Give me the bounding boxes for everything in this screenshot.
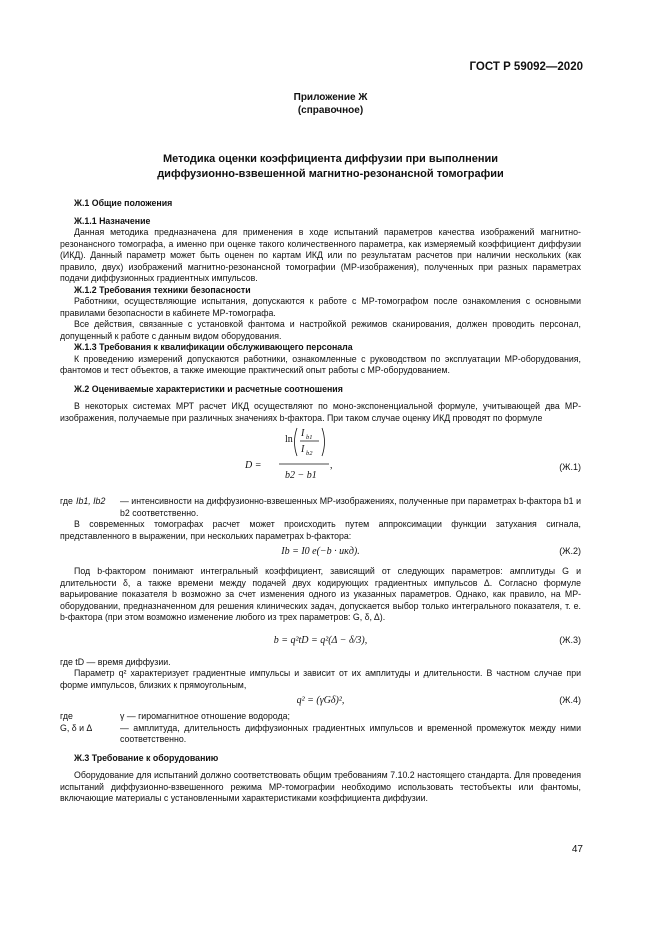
formula-1-ib2-sub: b2	[306, 450, 313, 457]
formula-1-ib1: I	[301, 428, 305, 439]
formula-1-ib2: I	[301, 444, 305, 455]
document-title	[0, 152, 661, 182]
document-title-line-2: диффузионно-взвешенной магнитно-резонансной томографии	[157, 168, 504, 180]
formula-3-number: (Ж.3)	[559, 634, 581, 645]
appendix-heading	[0, 91, 661, 117]
formula-4-legend-2	[60, 723, 581, 746]
page-number: 47	[571, 844, 583, 855]
formula-1	[60, 424, 581, 496]
section-2-paragraph-3: Под b-фактором понимают интегральный коэффициент, зависящий от следующих параметров: амплитуды G и длительности δ, а также времени между подачей двух кодирующих градиентных импульсов Δ. Согласно формуле варьирование показателя b возможно за счет изменения одного из указанных параметров. Однако, как правило, на МР-оборудовании, предназначенном для решения клинических задач, допускается выбор только интегрального показателя, т. е. b-фактора (при этом возможно изменение любого из трех параметров: G, δ, Δ).	[60, 566, 581, 622]
section-1-3-text: К проведению измерений допускаются работники, ознакомленные с руководством по эксплуатации МР-оборудования, фантомов и тест объектов, а также имеющие практический опыт работы с МР-оборудованием.	[60, 353, 581, 375]
formula-2-expression: Ib = I0 e(−b · икд).	[281, 546, 360, 557]
standard-header: ГОСТ Р 59092—2020	[469, 61, 583, 73]
document-title-line-1: Методика оценки коэффициента диффузии при выполнении	[162, 153, 499, 165]
section-3-text: Оборудование для испытаний должно соответствовать общим требованиям 7.10.2 настоящего стандарта. Для проведения испытаний диффузионно-взвешенного режима МР-томографии необходимо использовать тестобъекты или фантомы, включающие материалы с установленными характеристиками коэффициента диффузии.	[60, 770, 581, 803]
formula-1-legend	[60, 496, 581, 519]
section-2-paragraph-2: В современных томографах расчет может происходить путем аппроксимации функции затухания сигнала, представленного в выражении, при нескольких параметрах b-фактора:	[60, 519, 581, 541]
section-1-2-text-2: Все действия, связанные с установкой фантома и настройкой режимов сканирования, должен проводить персонал, допущенный к работе с данным видом оборудования.	[60, 319, 581, 341]
section-1-2-heading: Ж.1.2 Требования техники безопасности	[74, 284, 251, 295]
formula-4-expression: q² = (γGδ)²,	[296, 695, 345, 706]
formula-3-expression: b = q²tD = q²(Δ − δ/3),	[273, 634, 368, 646]
formula-4-symbols: G, δ и Δ	[60, 722, 93, 733]
section-1-1-text: Данная методика предназначена для применения в ходе испытаний параметров качества изображений магнитно-резонансного томографа, а именно при оценке такого количественного параметра, как измеряемый коэффициент диффузии (ИКД). Данный параметр может быть оценен по картам ИКД или по результатам расчетов при наличии нескольких (как правило, двух) изображений магнитно-резонансной томографии (МР-изображения), полученных при разных параметрах подачи диффузионных градиентных импульсов.	[60, 227, 581, 283]
formula-1-ln: ln	[285, 434, 293, 445]
formula-4-legend-1-text: γ — гиромагнитное отношение водорода;	[120, 711, 290, 721]
formula-1-ib1-sub: b1	[306, 434, 313, 441]
where-label: где	[60, 496, 73, 506]
appendix-subtitle: (справочное)	[297, 105, 364, 116]
section-2-paragraph-4: Параметр q² характеризует градиентные импульсы и зависит от их амплитуды и длительности. В частном случае при форме импульсов, близких к прямоугольным,	[60, 668, 581, 690]
formula-4-legend-2-text: — амплитуда, длительность диффузионных градиентных импульсов и временной промежуток между ними соответственно.	[120, 722, 581, 744]
appendix-title: Приложение Ж	[293, 92, 368, 103]
formula-4-legend-1	[60, 711, 581, 723]
formula-2-number: (Ж.2)	[559, 546, 581, 556]
section-2-heading: Ж.2 Оцениваемые характеристики и расчетные соотношения	[74, 383, 343, 394]
formula-1-symbols: Ib1, Ib2	[76, 496, 106, 506]
formula-3-legend: где tD — время диффузии.	[60, 656, 171, 667]
section-1-3-heading: Ж.1.3 Требования к квалификации обслуживающего персонала	[74, 342, 353, 352]
svg-text:,: ,	[330, 460, 333, 471]
formula-2	[60, 546, 581, 562]
formula-4-number: (Ж.4)	[559, 695, 581, 705]
section-3-heading: Ж.3 Требование к оборудованию	[74, 752, 219, 763]
section-1-2-text-1: Работники, осуществляющие испытания, допускаются к работе с МР-томографом после ознакомления с основными правилами безопасности в кабинете МР-томографа.	[60, 296, 581, 318]
formula-1-number: (Ж.1)	[559, 462, 581, 472]
section-1-heading: Ж.1 Общие положения	[74, 198, 173, 208]
section-2-paragraph-1: В некоторых системах МРТ расчет ИКД осуществляют по моно-экспоненциальной формуле, учитывающей два МР-изображения, получаемые при различных значениях b-фактора. При таком случае оценку ИКД проводят по формуле	[60, 401, 581, 423]
document-body	[60, 198, 581, 805]
formula-1-lhs: D =	[245, 460, 262, 471]
where-label: где	[60, 711, 73, 721]
formula-1-legend-text: — интенсивности на диффузионно-взвешенных МР-изображениях, полученные при параметрах b-фактора b1 и b2 соответственно.	[120, 496, 581, 518]
formula-4	[60, 695, 581, 711]
formula-1-graphic	[245, 424, 415, 496]
formula-1-denominator: b2 − b1	[285, 470, 317, 481]
section-1-1-heading: Ж.1.1 Назначение	[74, 215, 151, 226]
formula-3	[60, 631, 581, 653]
